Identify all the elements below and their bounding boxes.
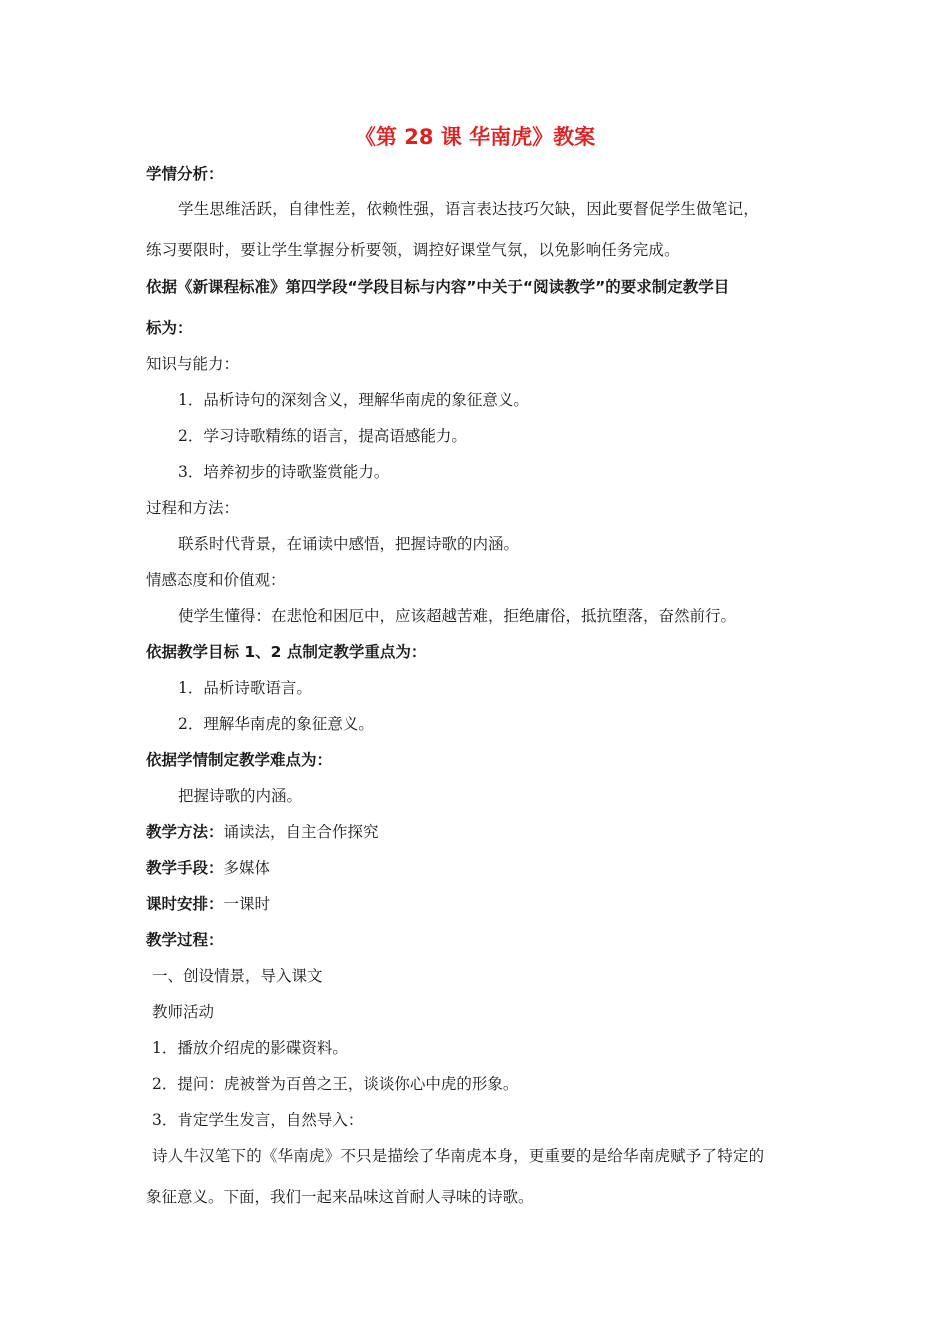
process-heading: 过程和方法：: [146, 499, 240, 517]
procedure-heading: 教学过程：: [146, 931, 224, 949]
activity-item: 1．播放介绍虎的影碟资料。: [152, 1039, 348, 1057]
knowledge-item: 3．培养初步的诗歌鉴赏能力。: [178, 463, 390, 481]
schedule-value: 一课时: [223, 895, 271, 913]
keypoint-item: 2．理解华南虎的象征意义。: [178, 715, 374, 733]
knowledge-item: 2．学习诗歌精练的语言，提高语感能力。: [178, 427, 467, 445]
keypoint-item: 1．品析诗歌语言。: [178, 679, 312, 697]
xueqing-paragraph-line2: 练习要限时，要让学生掌握分析要领，调控好课堂气氛，以免影响任务完成。: [146, 241, 680, 259]
means-value: 多媒体: [223, 859, 271, 877]
emotion-text: 使学生懂得：在悲怆和困厄中，应该超越苦难，拒绝庸俗，抵抗堕落，奋然前行。: [178, 607, 737, 625]
basis-heading-line1: 依据《新课程标准》第四学段“学段目标与内容”中关于“阅读教学”的要求制定教学目: [146, 278, 730, 296]
activity-item: 2．提问：虎被誉为百兽之王，谈谈你心中虎的形象。: [152, 1075, 519, 1093]
method-label: 教学方法：: [146, 823, 224, 841]
intro-paragraph-line1: 诗人牛汉笔下的《华南虎》不只是描绘了华南虎本身，更重要的是给华南虎赋予了特定的: [152, 1147, 765, 1165]
knowledge-heading: 知识与能力：: [146, 355, 240, 373]
xueqing-paragraph-line1: 学生思维活跃，自律性差，依赖性强，语言表达技巧欠缺，因此要督促学生做笔记，: [178, 200, 759, 218]
xueqing-heading: 学情分析：: [146, 165, 224, 183]
intro-paragraph-line2: 象征意义。下面，我们一起来品味这首耐人寻味的诗歌。: [146, 1188, 534, 1206]
schedule-label: 课时安排：: [146, 895, 224, 913]
process-text: 联系时代背景，在诵读中感悟，把握诗歌的内涵。: [178, 535, 520, 553]
difficulty-text: 把握诗歌的内涵。: [178, 787, 303, 805]
means-label: 教学手段：: [146, 859, 224, 877]
schedule-line: [146, 893, 270, 915]
step-heading: 一、创设情景，导入课文: [152, 967, 323, 985]
basis-heading-line2: 标为：: [146, 319, 193, 337]
page-title: 《第 28 课 华南虎》教案: [354, 125, 596, 149]
knowledge-item: 1．品析诗句的深刻含义，理解华南虎的象征意义。: [178, 391, 529, 409]
keypoint-heading: 依据教学目标 1、2 点制定教学重点为：: [146, 643, 427, 661]
activity-item: 3．肯定学生发言，自然导入：: [152, 1111, 364, 1129]
method-line: [146, 821, 379, 843]
means-line: [146, 857, 270, 879]
emotion-heading: 情感态度和价值观：: [146, 571, 286, 589]
difficulty-heading: 依据学情制定教学难点为：: [146, 751, 333, 769]
method-value: 诵读法，自主合作探究: [223, 823, 379, 841]
teacher-activity-label: 教师活动: [152, 1003, 215, 1021]
